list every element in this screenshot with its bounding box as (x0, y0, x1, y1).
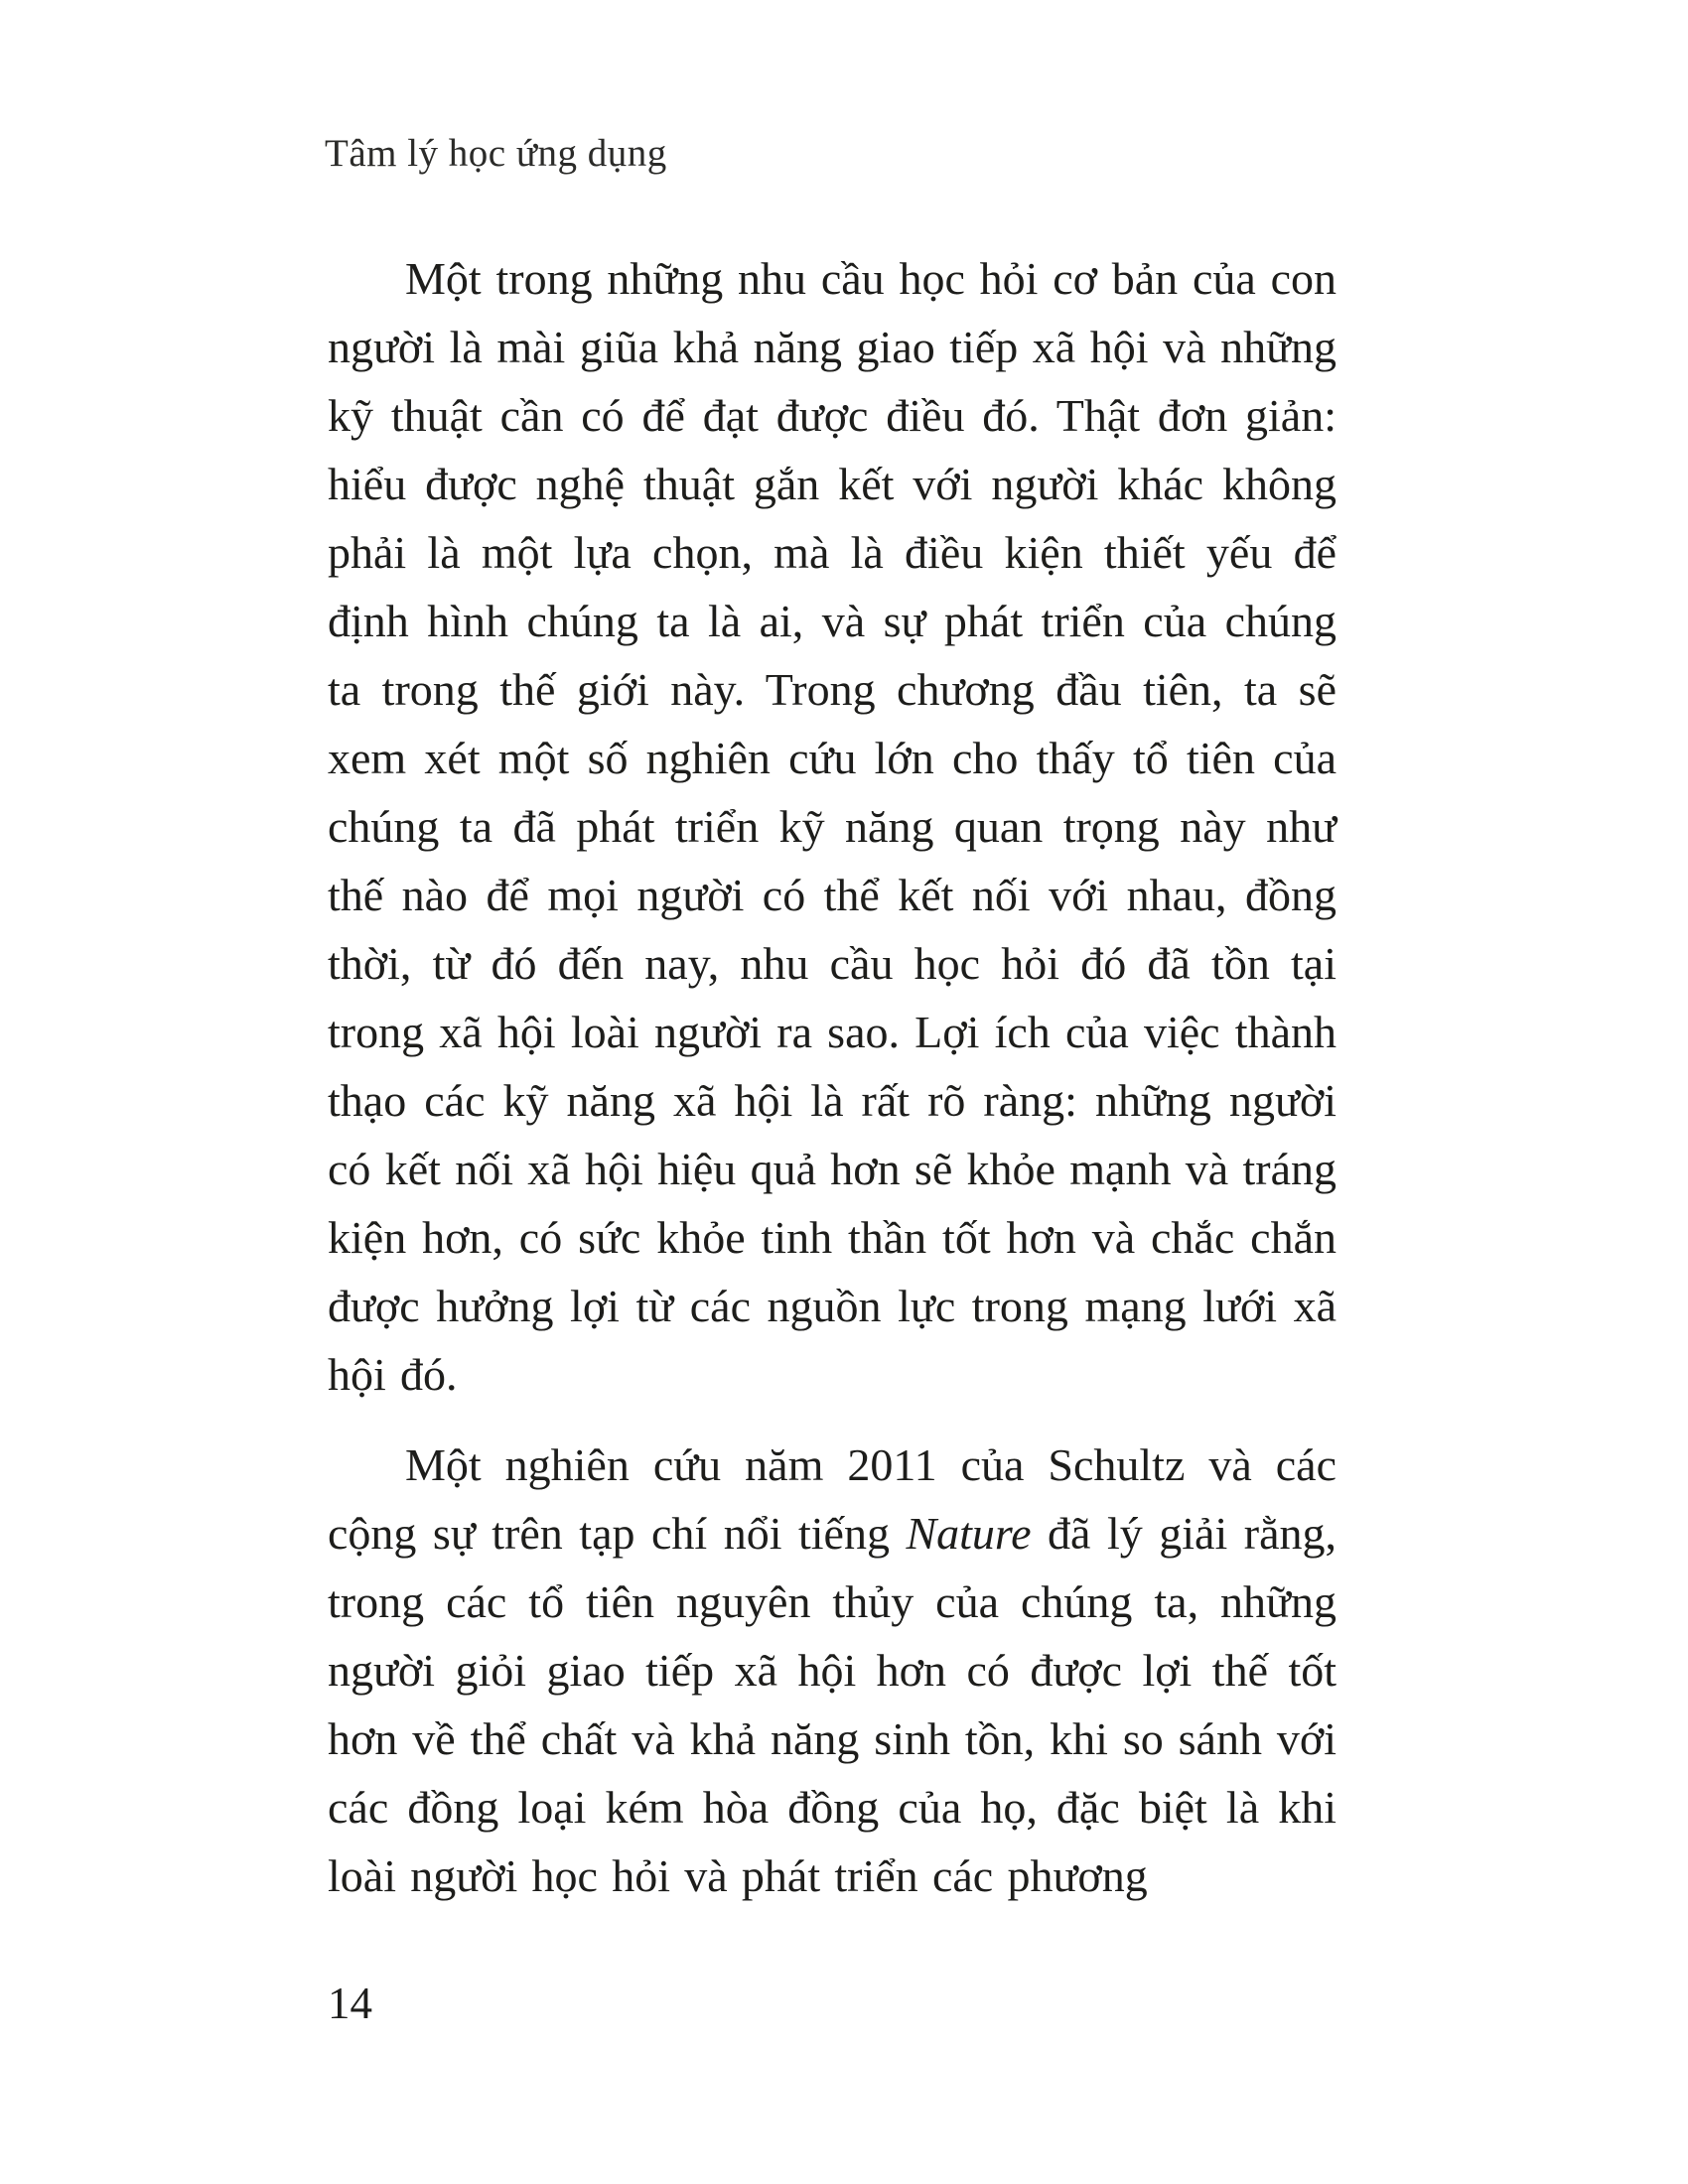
running-header: Tâm lý học ứng dụng (325, 132, 667, 175)
page-number: 14 (328, 1979, 372, 2028)
paragraph-2 (328, 1431, 1336, 1910)
body-text (328, 244, 1336, 1910)
paragraph-2-text-after: đã lý giải rằng, trong các tổ tiên nguyên thủy của chúng ta, những người giỏi giao tiếp xã hội hơn có được lợi thế tốt hơn về thể chất và khả năng sinh tồn, khi so sánh với các đồng loại kém hòa đồng của họ, đặc biệt là khi loài người học hỏi và phát triển các phương (328, 1508, 1336, 1901)
paragraph-2-text-before: Một nghiên cứu năm 2011 của Schultz và các cộng sự trên tạp chí nổi tiếng (328, 1439, 1336, 1559)
journal-name-italic: Nature (906, 1508, 1032, 1559)
paragraph-1: Một trong những nhu cầu học hỏi cơ bản của con người là mài giũa khả năng giao tiếp xã hội và những kỹ thuật cần có để đạt được điều đó. Thật đơn giản: hiểu được nghệ thuật gắn kết với người khác không phải là một lựa chọn, mà là điều kiện thiết yếu để định hình chúng ta là ai, và sự phát triển của chúng ta trong thế giới này. Trong chương đầu tiên, ta sẽ xem xét một số nghiên cứu lớn cho thấy tổ tiên của chúng ta đã phát triển kỹ năng quan trọng này như thế nào để mọi người có thể kết nối với nhau, đồng thời, từ đó đến nay, nhu cầu học hỏi đó đã tồn tại trong xã hội loài người ra sao. Lợi ích của việc thành thạo các kỹ năng xã hội là rất rõ ràng: những người có kết nối xã hội hiệu quả hơn sẽ khỏe mạnh và tráng kiện hơn, có sức khỏe tinh thần tốt hơn và chắc chắn được hưởng lợi từ các nguồn lực trong mạng lưới xã hội đó. (328, 253, 1336, 1400)
